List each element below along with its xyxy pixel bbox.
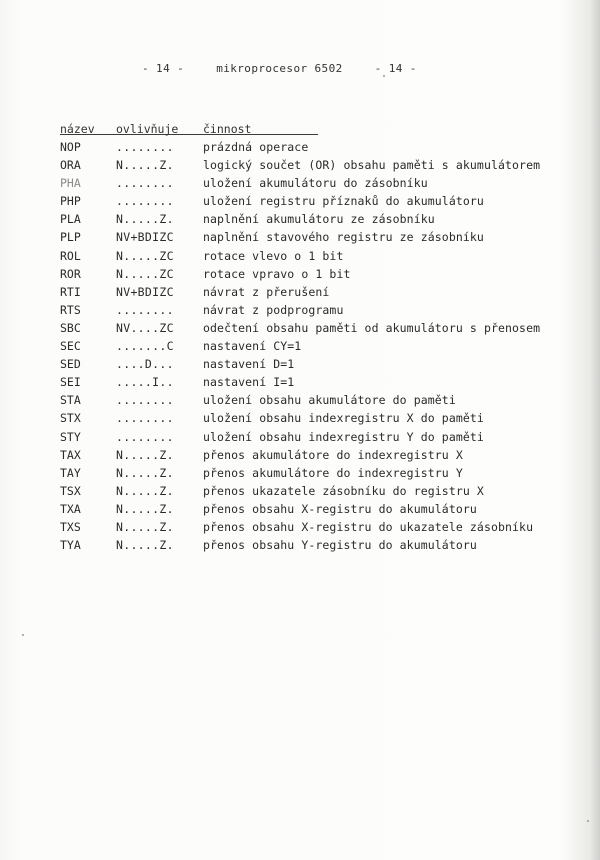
table-row: [0, 518, 600, 536]
affected-flags: NV+BDIZC: [116, 230, 174, 245]
table-row: [0, 373, 600, 391]
page-number-left: - 14 -: [142, 62, 185, 75]
instruction-table: [0, 138, 600, 554]
affected-flags: N.....ZC: [116, 248, 174, 263]
instruction-mnemonic: RTS: [60, 302, 81, 317]
affected-flags: NV....ZC: [116, 320, 174, 335]
instruction-description: rotace vpravo o 1 bit: [203, 266, 351, 281]
affected-flags: ........: [116, 140, 174, 154]
table-row: [0, 319, 600, 337]
instruction-mnemonic: NOP: [60, 140, 81, 154]
table-row: [0, 337, 600, 355]
table-row: [0, 156, 600, 174]
affected-flags: N.....Z.: [116, 483, 174, 498]
instruction-description: naplnění stavového registru ze zásobníku: [203, 230, 484, 245]
instruction-description: přenos akumulátore do indexregistru Y: [203, 465, 463, 480]
scan-speck: [22, 634, 24, 636]
affected-flags: ........: [116, 411, 174, 426]
instruction-description: uložení obsahu indexregistru Y do paměti: [203, 429, 484, 444]
instruction-mnemonic: STY: [60, 429, 81, 444]
instruction-description: návrat z přerušení: [203, 284, 330, 299]
affected-flags: ........: [116, 429, 174, 444]
scan-speck: [587, 820, 589, 822]
table-row: [0, 355, 600, 373]
affected-flags: N.....Z.: [116, 538, 174, 553]
affected-flags: N.....Z.: [116, 212, 174, 227]
instruction-description: uložení obsahu indexregistru X do paměti: [203, 411, 484, 426]
instruction-description: nastavení I=1: [203, 375, 295, 390]
affected-flags: .......C: [116, 339, 174, 354]
instruction-description: logický součet (OR) obsahu paměti s akumulátorem: [203, 158, 541, 173]
instruction-description: přenos obsahu Y-registru do akumulátoru: [203, 538, 477, 553]
instruction-mnemonic: PLA: [60, 212, 81, 227]
table-row: [0, 391, 600, 409]
instruction-description: naplnění akumulátoru ze zásobníku: [203, 212, 435, 227]
affected-flags: N.....Z.: [116, 501, 174, 516]
table-row: [0, 301, 600, 319]
instruction-mnemonic: ORA: [60, 158, 81, 173]
instruction-description: uložení obsahu akumulátore do paměti: [203, 393, 456, 408]
instruction-mnemonic: ROL: [60, 248, 81, 263]
table-row: [0, 446, 600, 464]
instruction-mnemonic: RTI: [60, 284, 81, 299]
instruction-description: přenos ukazatele zásobníku do registru X: [203, 483, 484, 498]
table-row: [0, 500, 600, 518]
instruction-description: rotace vlevo o 1 bit: [203, 248, 344, 263]
instruction-mnemonic: SED: [60, 357, 81, 372]
table-row: [0, 192, 600, 210]
affected-flags: ........: [116, 176, 174, 191]
table-row: [0, 536, 600, 554]
table-row: [0, 247, 600, 265]
affected-flags: ........: [116, 194, 174, 209]
scan-speck: [383, 75, 385, 77]
column-header-desc: činnost: [203, 122, 252, 136]
page-header: [142, 62, 417, 75]
instruction-description: návrat z podprogramu: [203, 302, 344, 317]
table-row: [0, 210, 600, 228]
instruction-description: uložení registru příznaků do akumulátoru: [203, 194, 484, 209]
instruction-mnemonic: TXA: [60, 501, 81, 516]
page-title: mikroprocesor 6502: [216, 62, 343, 75]
instruction-description: přenos akumulátore do indexregistru X: [203, 447, 463, 462]
affected-flags: .....I..: [116, 375, 174, 390]
instruction-mnemonic: TSX: [60, 483, 81, 498]
table-row: [0, 228, 600, 246]
instruction-description: odečtení obsahu paměti od akumulátoru s přenosem: [203, 320, 541, 335]
instruction-mnemonic: SEI: [60, 375, 81, 390]
affected-flags: ....D...: [116, 357, 174, 372]
instruction-mnemonic: TAX: [60, 447, 81, 462]
affected-flags: N.....Z.: [116, 465, 174, 480]
header-underline: [60, 134, 318, 135]
table-row: [0, 283, 600, 301]
instruction-description: nastavení CY=1: [203, 339, 302, 354]
column-header-name: název: [60, 122, 95, 136]
table-row: [0, 265, 600, 283]
table-row: [0, 138, 600, 156]
table-row: [0, 174, 600, 192]
instruction-mnemonic: PHA: [60, 176, 81, 191]
instruction-mnemonic: STX: [60, 411, 81, 426]
instruction-description: přenos obsahu X-registru do ukazatele zásobníku: [203, 519, 534, 534]
instruction-description: nastavení D=1: [203, 357, 295, 372]
affected-flags: N.....Z.: [116, 447, 174, 462]
instruction-mnemonic: TXS: [60, 519, 81, 534]
instruction-mnemonic: PHP: [60, 194, 81, 209]
affected-flags: ........: [116, 393, 174, 408]
instruction-mnemonic: TYA: [60, 538, 81, 553]
instruction-mnemonic: SBC: [60, 320, 81, 335]
instruction-mnemonic: ROR: [60, 266, 81, 281]
affected-flags: ........: [116, 302, 174, 317]
affected-flags: N.....Z.: [116, 158, 174, 173]
instruction-mnemonic: STA: [60, 393, 81, 408]
instruction-description: přenos obsahu X-registru do akumulátoru: [203, 501, 477, 516]
table-row: [0, 428, 600, 446]
table-row: [0, 464, 600, 482]
instruction-description: uložení akumulátoru do zásobníku: [203, 176, 428, 191]
table-row: [0, 409, 600, 427]
column-header-flags: ovlivňuje: [116, 122, 179, 136]
instruction-description: prázdná operace: [203, 140, 309, 154]
instruction-mnemonic: SEC: [60, 339, 81, 354]
affected-flags: N.....Z.: [116, 519, 174, 534]
table-row: [0, 482, 600, 500]
affected-flags: N.....ZC: [116, 266, 174, 281]
affected-flags: NV+BDIZC: [116, 284, 174, 299]
instruction-mnemonic: PLP: [60, 230, 81, 245]
page-number-right: - 14 -: [374, 62, 417, 75]
instruction-mnemonic: TAY: [60, 465, 81, 480]
